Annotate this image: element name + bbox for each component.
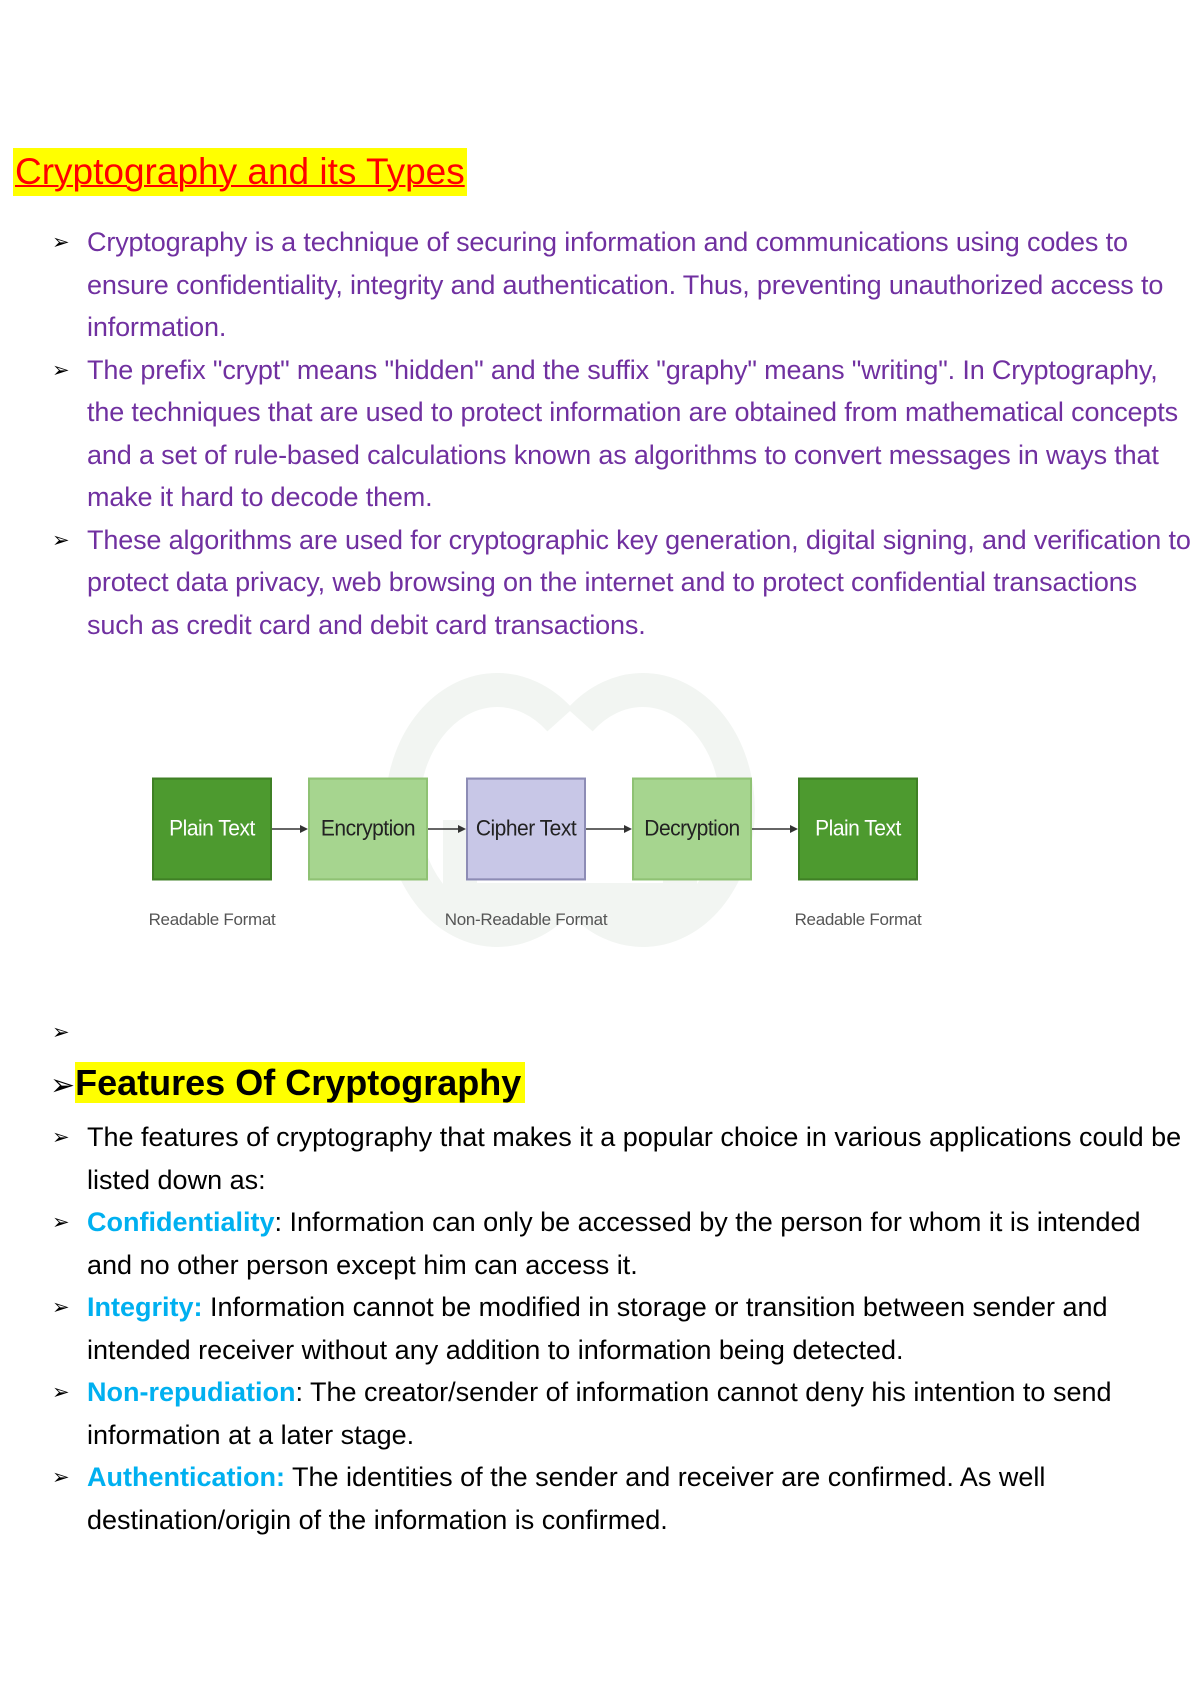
feature-separator: : xyxy=(295,1377,303,1407)
flow-arrow-icon xyxy=(272,823,308,835)
feature-term: Integrity: xyxy=(87,1292,203,1322)
plain-text-output-box: Plain Text xyxy=(798,778,918,881)
feature-term: Confidentiality xyxy=(87,1207,275,1237)
arrow-bullet-icon: ➢ xyxy=(52,357,70,382)
arrow-bullet-icon: ➢ xyxy=(52,1210,70,1234)
intro-bullet xyxy=(52,349,1192,519)
feature-term: Authentication: xyxy=(87,1462,285,1492)
arrow-bullet-icon: ➢ xyxy=(52,1295,70,1319)
feature-bullet-non-repudiation xyxy=(52,1371,1182,1456)
feature-term: Non-repudiation xyxy=(87,1377,296,1407)
feature-description: Information cannot be modified in storage or transition between sender and intended receiver without any addition to information being detected. xyxy=(87,1292,1108,1365)
flow-arrow-icon xyxy=(752,823,798,835)
features-heading xyxy=(50,1058,525,1111)
feature-description: The identities of the sender and receiver are confirmed. As well destination/origin of the information is confirmed. xyxy=(87,1462,1046,1535)
features-bullet-list xyxy=(52,1116,1182,1541)
cipher-text-box: Cipher Text xyxy=(466,778,586,881)
plain-text-box: Plain Text xyxy=(152,778,272,881)
features-intro-bullet xyxy=(52,1116,1182,1201)
intro-bullet-text: Cryptography is a technique of securing information and communications using codes to ensure confidentiality, integrity and authentication. Thus, preventing unauthorized access to information. xyxy=(87,227,1164,342)
feature-bullet-authentication xyxy=(52,1456,1182,1541)
intro-bullet-list xyxy=(52,221,1192,646)
intro-bullet-text: These algorithms are used for cryptographic key generation, digital signing, and verification to protect data privacy, web browsing on the internet and to protect confidential transactions such as credit card and debit card transactions. xyxy=(87,524,1191,640)
readable-format-caption: Readable Format xyxy=(148,910,276,929)
readable-format-caption: Readable Format xyxy=(794,910,922,929)
arrow-bullet-icon: ➢ xyxy=(52,1465,70,1489)
flow-arrow-icon xyxy=(428,823,466,835)
empty-bullet-icon: ➢ xyxy=(52,1020,70,1044)
feature-description: The creator/sender of information cannot deny his intention to send information at a later stage. xyxy=(87,1377,1112,1450)
feature-bullet-confidentiality xyxy=(52,1201,1182,1286)
page-title: Cryptography and its Types xyxy=(13,148,467,196)
encryption-flow-diagram xyxy=(150,660,990,960)
intro-bullet-text: The prefix "crypt" means "hidden" and the suffix "graphy" means "writing". In Cryptography, the techniques that are used to protect information are obtained from mathematical concepts and a set of rule-based calculations known as algorithms to convert messages in ways that make it hard to decode them. xyxy=(87,354,1178,512)
flow-arrow-icon xyxy=(586,823,632,835)
feature-bullet-integrity xyxy=(52,1286,1182,1371)
arrow-bullet-icon: ➢ xyxy=(52,230,70,254)
arrow-bullet-icon: ➢ xyxy=(52,527,70,552)
arrow-bullet-icon: ➢ xyxy=(52,1125,70,1149)
encryption-box: Encryption xyxy=(308,778,428,881)
decryption-box: Decryption xyxy=(632,778,752,881)
feature-description: Information can only be accessed by the person for whom it is intended and no other person except him can access it. xyxy=(87,1207,1141,1280)
non-readable-format-caption: Non-Readable Format xyxy=(444,910,608,929)
feature-separator: : xyxy=(274,1207,283,1237)
features-intro-text: The features of cryptography that makes it a popular choice in various applications could be listed down as: xyxy=(87,1122,1182,1195)
arrow-bullet-icon: ➢ xyxy=(52,1380,70,1404)
intro-bullet xyxy=(52,519,1192,647)
intro-bullet xyxy=(52,221,1192,349)
features-heading-text: Features Of Cryptography xyxy=(75,1062,525,1103)
heading-arrow-icon: ➢ xyxy=(50,1068,76,1103)
